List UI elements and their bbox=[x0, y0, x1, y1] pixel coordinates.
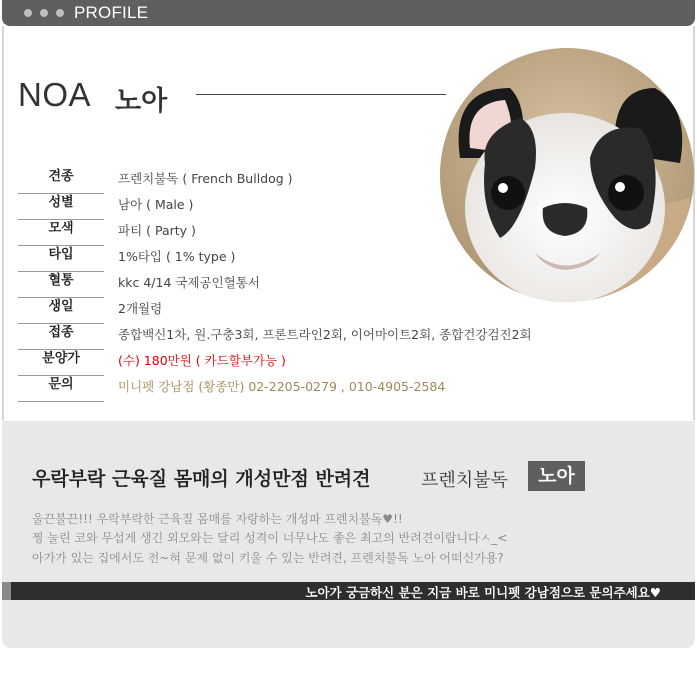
cta-text: 노아가 궁금하신 분은 지금 바로 미니펫 강남점으로 문의주세요♥ bbox=[305, 585, 661, 600]
name-divider bbox=[196, 94, 446, 95]
promo-line: 아가가 있는 집에서도 전~혀 문제 없이 키울 수 있는 반려견, 프렌치불독 노아 어떠신가용? bbox=[32, 551, 504, 565]
promo-headline-breed: 프렌치불독 bbox=[421, 470, 508, 491]
dog-name-english: NOA bbox=[18, 76, 92, 113]
header-title: PROFILE bbox=[74, 3, 149, 22]
contact-label: 문의 bbox=[18, 376, 104, 402]
profile-header-bar bbox=[2, 0, 695, 26]
dog-photo bbox=[440, 48, 694, 302]
vaccination-label: 접종 bbox=[18, 324, 104, 350]
header-dot bbox=[56, 9, 64, 17]
name-badge: 노아 bbox=[528, 461, 585, 491]
sex-value: 남아 ( Male ) bbox=[118, 197, 194, 212]
frame-border-right bbox=[693, 26, 695, 420]
birth-label: 생일 bbox=[18, 298, 104, 324]
color-value: 파티 ( Party ) bbox=[118, 223, 196, 238]
birth-value: 2개월령 bbox=[118, 301, 163, 316]
pedigree-label: 혈통 bbox=[18, 272, 104, 298]
header-dot bbox=[24, 9, 32, 17]
frame-border-left bbox=[2, 26, 4, 420]
type-label: 타입 bbox=[18, 246, 104, 272]
sex-label: 성별 bbox=[18, 194, 104, 220]
color-label: 모색 bbox=[18, 220, 104, 246]
promo-line: 울끈불끈!!! 우락부락한 근육질 몸매를 자랑하는 개성파 프렌치불독♥!! bbox=[32, 512, 403, 526]
contact-value: 미니펫 강남점 (황종만) 02-2205-0279 , 010-4905-2584 bbox=[118, 379, 446, 394]
breed-value: 프렌치불독 ( French Bulldog ) bbox=[118, 171, 293, 186]
cta-accent bbox=[2, 582, 11, 600]
cta-bar bbox=[2, 582, 695, 600]
breed-label: 견종 bbox=[18, 168, 104, 194]
price-label: 분양가 bbox=[18, 350, 104, 376]
promo-line: 찡 눌린 코와 무섭게 생긴 외모와는 달리 성격이 너무나도 좋은 최고의 반려견이랍니다ㅅ_< bbox=[32, 531, 508, 545]
price-value: (수) 180만원 ( 카드할부가능 ) bbox=[118, 353, 286, 368]
promo-headline: 우락부락 근육질 몸매의 개성만점 반려견 bbox=[32, 468, 371, 490]
vaccination-value: 종합백신1차, 원.구충3회, 프론트라인2회, 이어마이트2회, 종합건강검진2회 bbox=[118, 327, 532, 342]
header-dot bbox=[40, 9, 48, 17]
dog-name-korean: 노아 bbox=[115, 86, 168, 117]
type-value: 1%타입 ( 1% type ) bbox=[118, 249, 236, 264]
pedigree-value: kkc 4/14 국제공인혈통서 bbox=[118, 275, 260, 290]
